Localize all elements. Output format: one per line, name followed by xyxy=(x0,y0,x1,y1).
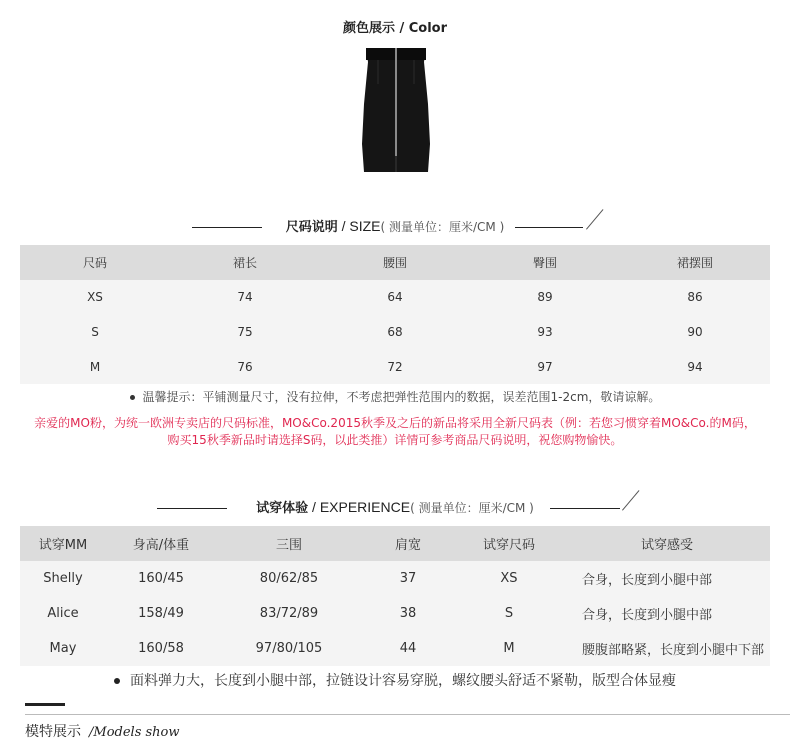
experience-unit: ( 测量单位：厘米/CM ) xyxy=(410,501,534,515)
experience-header-cell: 试穿MM xyxy=(20,526,106,561)
experience-cell: 158/49 xyxy=(106,596,216,631)
experience-table xyxy=(20,526,770,666)
footer-divider xyxy=(25,714,790,715)
experience-cell: 44 xyxy=(362,631,454,666)
footer-accent-bar xyxy=(25,703,65,706)
experience-cell: Alice xyxy=(20,596,106,631)
table-row xyxy=(20,349,770,384)
experience-title-sep: / xyxy=(308,499,320,515)
product-skirt-image xyxy=(358,44,434,174)
size-cell: 64 xyxy=(320,280,470,314)
size-cell: 93 xyxy=(470,314,620,349)
models-show-title-cn: 模特展示 xyxy=(25,724,81,740)
experience-cell: 37 xyxy=(362,561,454,596)
size-tip-text: 温馨提示：平铺测量尺寸，没有拉伸，不考虑把弹性范围内的数据，误差范围1-2cm，敬请谅解。 xyxy=(142,390,661,404)
experience-cell: Shelly xyxy=(20,561,106,596)
size-header-cell: 臀围 xyxy=(470,245,620,280)
table-row xyxy=(20,314,770,349)
size-cell: XS xyxy=(20,280,170,314)
experience-header-cell: 试穿感受 xyxy=(564,526,770,561)
experience-cell: 38 xyxy=(362,596,454,631)
color-section-title: 颜色展示 / Color xyxy=(342,21,448,36)
size-tip xyxy=(0,388,790,405)
experience-feature-note xyxy=(0,670,790,690)
size-header-cell: 尺码 xyxy=(20,245,170,280)
models-show-title xyxy=(25,721,180,741)
models-show-title-en: /Models show xyxy=(89,725,180,740)
experience-header-cell: 肩宽 xyxy=(362,526,454,561)
size-cell: 75 xyxy=(170,314,320,349)
experience-cell: 合身，长度到小腿中部 xyxy=(564,561,770,596)
experience-title-en: EXPERIENCE xyxy=(319,499,411,515)
table-row xyxy=(20,596,770,631)
size-cell: 86 xyxy=(620,280,770,314)
experience-cell: 腰腹部略紧，长度到小腿中下部 xyxy=(564,631,770,666)
size-section-heading xyxy=(0,216,790,235)
size-cell: 76 xyxy=(170,349,320,384)
experience-cell: 合身，长度到小腿中部 xyxy=(564,596,770,631)
size-cell: 89 xyxy=(470,280,620,314)
experience-cell: 83/72/89 xyxy=(216,596,362,631)
size-cell: 72 xyxy=(320,349,470,384)
size-cell: 90 xyxy=(620,314,770,349)
experience-cell: May xyxy=(20,631,106,666)
experience-header-cell: 身高/体重 xyxy=(106,526,216,561)
bullet-dot xyxy=(130,395,135,400)
size-notice-line1: 亲爱的MO粉，为统一欧洲专卖店的尺码标准，MO&Co.2015秋季及之后的新品将采用全新尺码表（例：若您习惯穿着MO&Co.的M码， xyxy=(34,416,756,430)
experience-cell: S xyxy=(454,596,564,631)
experience-cell: XS xyxy=(454,561,564,596)
size-table xyxy=(20,245,770,384)
size-notice-line2: 购买15秋季新品时请选择S码，以此类推）详情可参考商品尺码说明，祝您购物愉快。 xyxy=(167,433,623,447)
experience-cell: 160/45 xyxy=(106,561,216,596)
size-cell: S xyxy=(20,314,170,349)
size-cell: 97 xyxy=(470,349,620,384)
experience-section-heading xyxy=(0,497,790,516)
size-header-cell: 裙长 xyxy=(170,245,320,280)
experience-feature-text: 面料弹力大，长度到小腿中部，拉链设计容易穿脱，螺纹腰头舒适不紧勒，版型合体显瘦 xyxy=(130,673,676,689)
experience-cell: 160/58 xyxy=(106,631,216,666)
size-title-cn: 尺码说明 xyxy=(285,220,338,235)
size-header-cell: 腰围 xyxy=(320,245,470,280)
table-row xyxy=(20,280,770,314)
size-title-en: SIZE xyxy=(349,218,381,234)
table-row xyxy=(20,631,770,666)
experience-table-header-row xyxy=(20,526,770,561)
bullet-dot xyxy=(114,678,120,684)
size-cell: M xyxy=(20,349,170,384)
size-cell: 68 xyxy=(320,314,470,349)
size-unit: ( 测量单位：厘米/CM ) xyxy=(380,220,505,234)
experience-cell: 80/62/85 xyxy=(216,561,362,596)
size-table-header-row xyxy=(20,245,770,280)
size-title-sep: / xyxy=(337,218,350,234)
experience-title-cn: 试穿体验 xyxy=(256,501,309,516)
experience-header-cell: 试穿尺码 xyxy=(454,526,564,561)
size-header-cell: 裙摆围 xyxy=(620,245,770,280)
size-cell: 74 xyxy=(170,280,320,314)
experience-cell: M xyxy=(454,631,564,666)
experience-cell: 97/80/105 xyxy=(216,631,362,666)
table-row xyxy=(20,561,770,596)
size-cell: 94 xyxy=(620,349,770,384)
experience-header-cell: 三围 xyxy=(216,526,362,561)
